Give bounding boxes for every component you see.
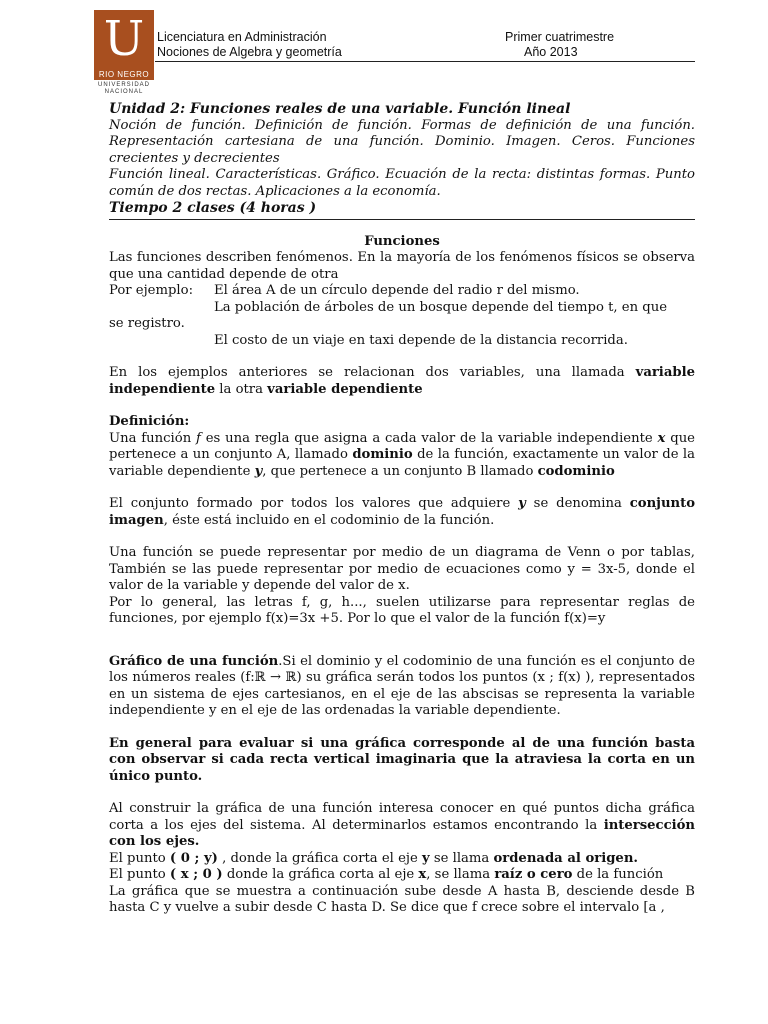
criterio-paragraph: En general para evaluar si una gráfica corresponde al de una función basta con observar si cada recta vertical imaginaria que la atraviesa la corta en un único punto.: [109, 735, 695, 784]
section-title-funciones: Funciones: [364, 233, 440, 249]
header-year: Año 2013: [524, 45, 578, 59]
example-2: La población de árboles de un bosque depende del tiempo t, en que: [214, 299, 667, 315]
ordenada-line: El punto ( 0 ; y) , donde la gráfica corta el eje y se llama ordenada al origen.: [109, 850, 639, 866]
logo-nacional: NACIONAL: [104, 89, 144, 95]
interseccion-paragraph: Al construir la gráfica de una función interesa conocer en qué puntos dicha gráfica corta a los ejes del sistema. Al determinarlos estamos encontrando la intersección con los ejes.: [109, 801, 695, 849]
logo-universidad: UNIVERSIDAD: [97, 82, 150, 88]
unit-divider: [109, 219, 695, 220]
header-divider: [155, 61, 695, 62]
funciones-intro: Las funciones describen fenómenos. En la mayoría de los fenómenos físicos se observa que una cantidad depende de otra: [109, 250, 695, 282]
logo-rio-negro: RIO NEGRO: [98, 70, 150, 79]
unit-syllabus-1: Noción de función. Definición de función. Formas de definición de una función. Representación cartesiana de una función. Dominio. Imagen. Ceros. Funciones crecientes y decrecientes: [109, 117, 695, 166]
unit-title: Unidad 2: Funciones reales de una variable. Función lineal: [109, 101, 571, 117]
example-3: El costo de un viaje en taxi depende de la distancia recorrida.: [214, 332, 628, 348]
header-term: Primer cuatrimestre: [505, 30, 615, 44]
header-career: Licenciatura en Administración: [157, 30, 327, 44]
definicion-label: Definición:: [109, 414, 190, 429]
imagen-paragraph: El conjunto formado por todos los valores que adquiere y se denomina conjunto imagen, éste está incluido en el codominio de la función.: [109, 496, 696, 528]
crecimiento-paragraph: La gráfica que se muestra a continuación sube desde A hasta B, desciende desde B hasta C y vuelve a subir desde C hasta D. Se dice que f crece sobre el intervalo [a ,: [109, 883, 695, 915]
example-2-cont: se registro.: [109, 316, 185, 331]
university-logo: [94, 10, 154, 96]
logo-mark: [94, 10, 154, 80]
example-label: Por ejemplo:: [109, 283, 194, 298]
unit-time: Tiempo 2 clases (4 horas ): [109, 200, 317, 216]
logo-letter: U: [103, 11, 145, 67]
raiz-line: El punto ( x ; 0 ) donde la gráfica corta al eje x, se llama raíz o cero de la función: [109, 867, 664, 882]
grafico-paragraph: Gráfico de una función.Si el dominio y el codominio de una función es el conjunto de los números reales (f:ℝ → ℝ) su gráfica serán todos los puntos (x ; f(x) ), representados en un sistema de ejes cartesianos, en el eje de las abscisas se representa la variable independiente y en el eje de las ordenadas la variable dependiente.: [109, 653, 695, 718]
definicion-paragraph: Una función f es una regla que asigna a cada valor de la variable independiente x que pertenece a un conjunto A, llamado dominio de la función, exactamente un valor de la variable dependiente y, que pertenece a un conjunto B llamado codominio: [109, 430, 695, 479]
example-1: Por ejemplo: El área A de un círculo depende del radio r del mismo.: [109, 283, 580, 298]
variables-paragraph: En los ejemplos anteriores se relacionan dos variables, una llamada variable independiente la otra variable dependiente: [109, 365, 695, 397]
header-course: Nociones de Algebra y geometría: [157, 45, 342, 59]
letras-paragraph: Por lo general, las letras f, g, h..., suelen utilizarse para representar reglas de funciones, por ejemplo f(x)=3x +5. Por lo que el valor de la función f(x)=y: [109, 594, 695, 626]
representacion-paragraph: Una función se puede representar por medio de un diagrama de Venn o por tablas, También se las puede representar por medio de ecuaciones como y = 3x-5, donde el valor de la variable y depende del valor de x.: [109, 545, 695, 593]
document-body: [109, 101, 695, 917]
unit-syllabus-2: Función lineal. Características. Gráfico. Ecuación de la recta: distintas formas. Punto común de dos rectas. Aplicaciones a la economía.: [109, 167, 695, 199]
